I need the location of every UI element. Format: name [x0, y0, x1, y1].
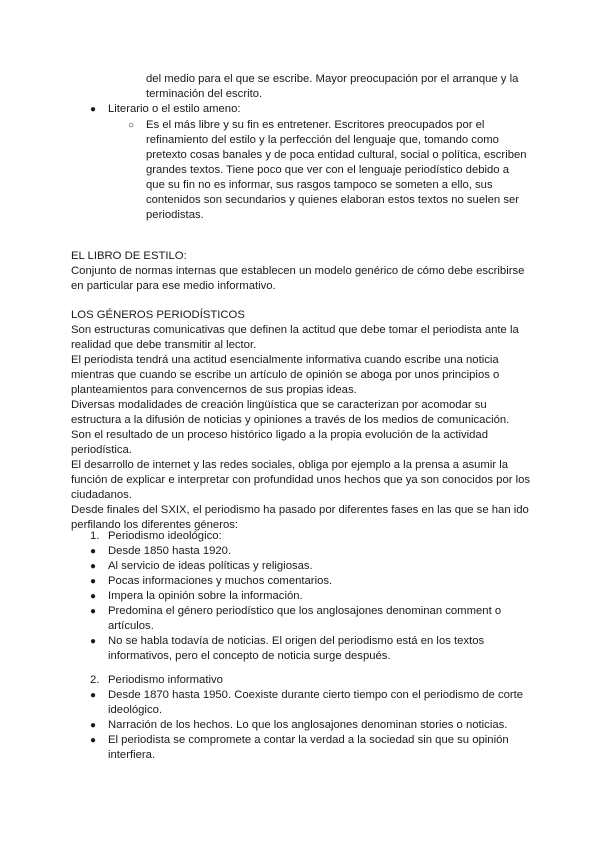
literario-description: Es el más libre y su fin es entretener. Escritores preocupados por el refinamiento del estilo y la perfección del lenguaje que, tomando como pretexto cosas banales y de poca entidad cultural, social o política, escriben grandes textos. Tiene poco que ver con el lenguaje periodístico debido a que su fin no es informar, sus rasgos tampoco se someten a ello, sus contenidos son secundarios y quienes elaboran estos textos no suelen ser periodistas. — [146, 119, 527, 221]
bullet-dot-icon: ● — [90, 606, 97, 617]
bullet-dot-icon: ● — [90, 561, 97, 572]
list-item-text: Impera la opinión sobre la información. — [108, 590, 303, 602]
list-item — [90, 589, 530, 604]
libro-estilo-section — [71, 249, 531, 294]
list-item — [90, 544, 530, 559]
ideologico-list — [90, 529, 530, 664]
generos-paragraph: Son estructuras comunicativas que definen la actitud que debe tomar el periodista ante la realidad que debe transmitir al lector. — [71, 324, 519, 351]
literario-label: Literario o el estilo ameno: — [108, 103, 241, 115]
generos-section — [71, 308, 531, 533]
generos-paragraph: Desde finales del SXIX, el periodismo ha pasado por diferentes fases en las que se han ido perfilando los diferentes géneros: — [71, 504, 529, 531]
bullet-dot-icon: ● — [90, 104, 97, 115]
bullet-dot-icon: ● — [90, 591, 97, 602]
informativo-title: Periodismo informativo — [108, 674, 223, 686]
generos-heading: LOS GÉNEROS PERIODÍSTICOS — [71, 309, 245, 321]
literario-bullet — [90, 102, 530, 117]
bullet-dot-icon: ● — [90, 546, 97, 557]
ideologico-title-row — [90, 529, 530, 544]
list-item-text: Predomina el género periodístico que los anglosajones denominan comment o artículos. — [108, 605, 502, 632]
list-number: 1. — [90, 530, 100, 542]
generos-paragraph: El periodista tendrá una actitud esencialmente informativa cuando escribe una noticia mientras que cuando se escribe un artículo de opinión se aboga por unos principios o planteamientos para convencernos de sus propias ideas. — [71, 354, 500, 396]
bullet-circle-icon: ○ — [128, 120, 135, 131]
bullet-dot-icon: ● — [90, 576, 97, 587]
list-item-text: No se habla todavía de noticias. El origen del periodismo está en los textos informativos, pero el concepto de noticia surge después. — [108, 635, 485, 662]
list-item-text: Narración de los hechos. Lo que los anglosajones denominan stories o noticias. — [108, 719, 508, 731]
list-item-text: Desde 1870 hasta 1950. Coexiste durante cierto tiempo con el periodismo de corte ideológico. — [108, 689, 524, 716]
literario-sub-bullet — [128, 118, 528, 223]
generos-paragraph: Son el resultado de un proceso histórico ligado a la propia evolución de la actividad periodística. — [71, 429, 488, 456]
list-item — [90, 634, 530, 664]
list-item — [90, 604, 530, 634]
informativo-title-row — [90, 673, 530, 688]
list-item-text: El periodista se compromete a contar la verdad a la sociedad sin que su opinión interfiera. — [108, 734, 509, 761]
generos-paragraph: El desarrollo de internet y las redes sociales, obliga por ejemplo a la prensa a asumir la función de explicar e interpretar con profundidad unos hechos que ya son conocidos por los ciudadanos. — [71, 459, 531, 501]
list-item — [90, 733, 530, 763]
bullet-dot-icon: ● — [90, 720, 97, 731]
libro-estilo-heading: EL LIBRO DE ESTILO: — [71, 250, 187, 262]
list-item-text: Pocas informaciones y muchos comentarios. — [108, 575, 333, 587]
list-item-text: Desde 1850 hasta 1920. — [108, 545, 232, 557]
generos-paragraph: Diversas modalidades de creación lingüística que se caracterizan por acomodar su estructura a la difusión de noticias y opiniones a través de los medios de comunicación. — [71, 399, 510, 426]
bullet-dot-icon: ● — [90, 636, 97, 647]
list-number: 2. — [90, 674, 100, 686]
list-item — [90, 688, 530, 718]
libro-estilo-text: Conjunto de normas internas que establecen un modelo genérico de cómo debe escribirse en particular para ese medio informativo. — [71, 265, 525, 292]
bullet-dot-icon: ● — [90, 690, 97, 701]
ideologico-title: Periodismo ideológico: — [108, 530, 222, 542]
list-item — [90, 574, 530, 589]
informativo-list — [90, 673, 530, 763]
continuation-text: del medio para el que se escribe. Mayor preocupación por el arranque y la terminación del escrito. — [146, 73, 519, 100]
list-item-text: Al servicio de ideas políticas y religiosas. — [108, 560, 313, 572]
bullet-dot-icon: ● — [90, 735, 97, 746]
list-item — [90, 559, 530, 574]
list-item — [90, 718, 530, 733]
